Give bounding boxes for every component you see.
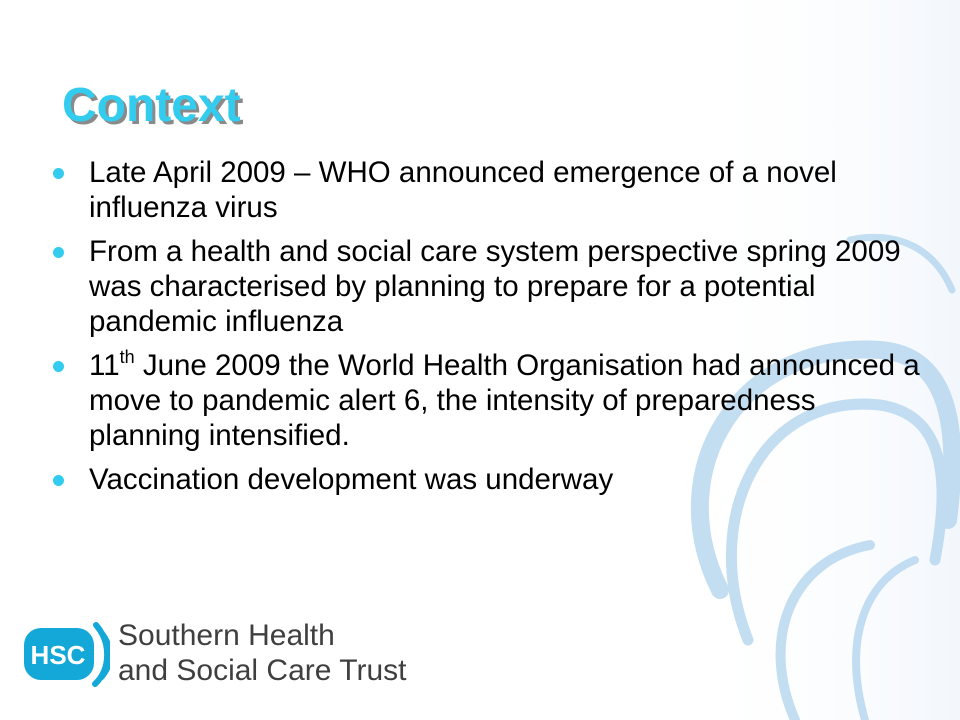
bullet-item-1 (45, 155, 930, 225)
bullet-date-prefix: 11 (89, 349, 120, 382)
bullet-dot-icon (53, 475, 64, 486)
bullet-dot-icon (53, 361, 64, 372)
bullet-text: Vaccination development was underway (89, 463, 614, 496)
bullet-text: Late April 2009 – WHO announced emergence of a novel influenza virus (89, 156, 837, 224)
bullet-item-4 (45, 462, 930, 497)
bullet-dot-icon (53, 168, 64, 179)
organization-name-line-2: and Social Care Trust (118, 654, 407, 687)
organization-logo (20, 612, 407, 702)
bullet-text: From a health and social care system perspective spring 2009 was characterised by planning to prepare for a potential pandemic influenza (89, 235, 901, 338)
slide-title: Context (62, 79, 241, 132)
bullet-item-3 (45, 348, 930, 453)
ordinal-superscript: th (119, 347, 135, 367)
bullet-item-2 (45, 234, 930, 339)
organization-name (118, 618, 406, 688)
bullet-text: June 2009 the World Health Organisation had announced a move to pandemic alert 6, the intensity of preparedness planning intensified. (89, 349, 920, 452)
bullet-list (45, 155, 930, 506)
logo-badge-text: HSC (30, 640, 86, 670)
bullet-dot-icon (53, 247, 64, 258)
hsc-logo-badge (20, 618, 110, 690)
organization-name-line-1: Southern Health (118, 619, 335, 652)
